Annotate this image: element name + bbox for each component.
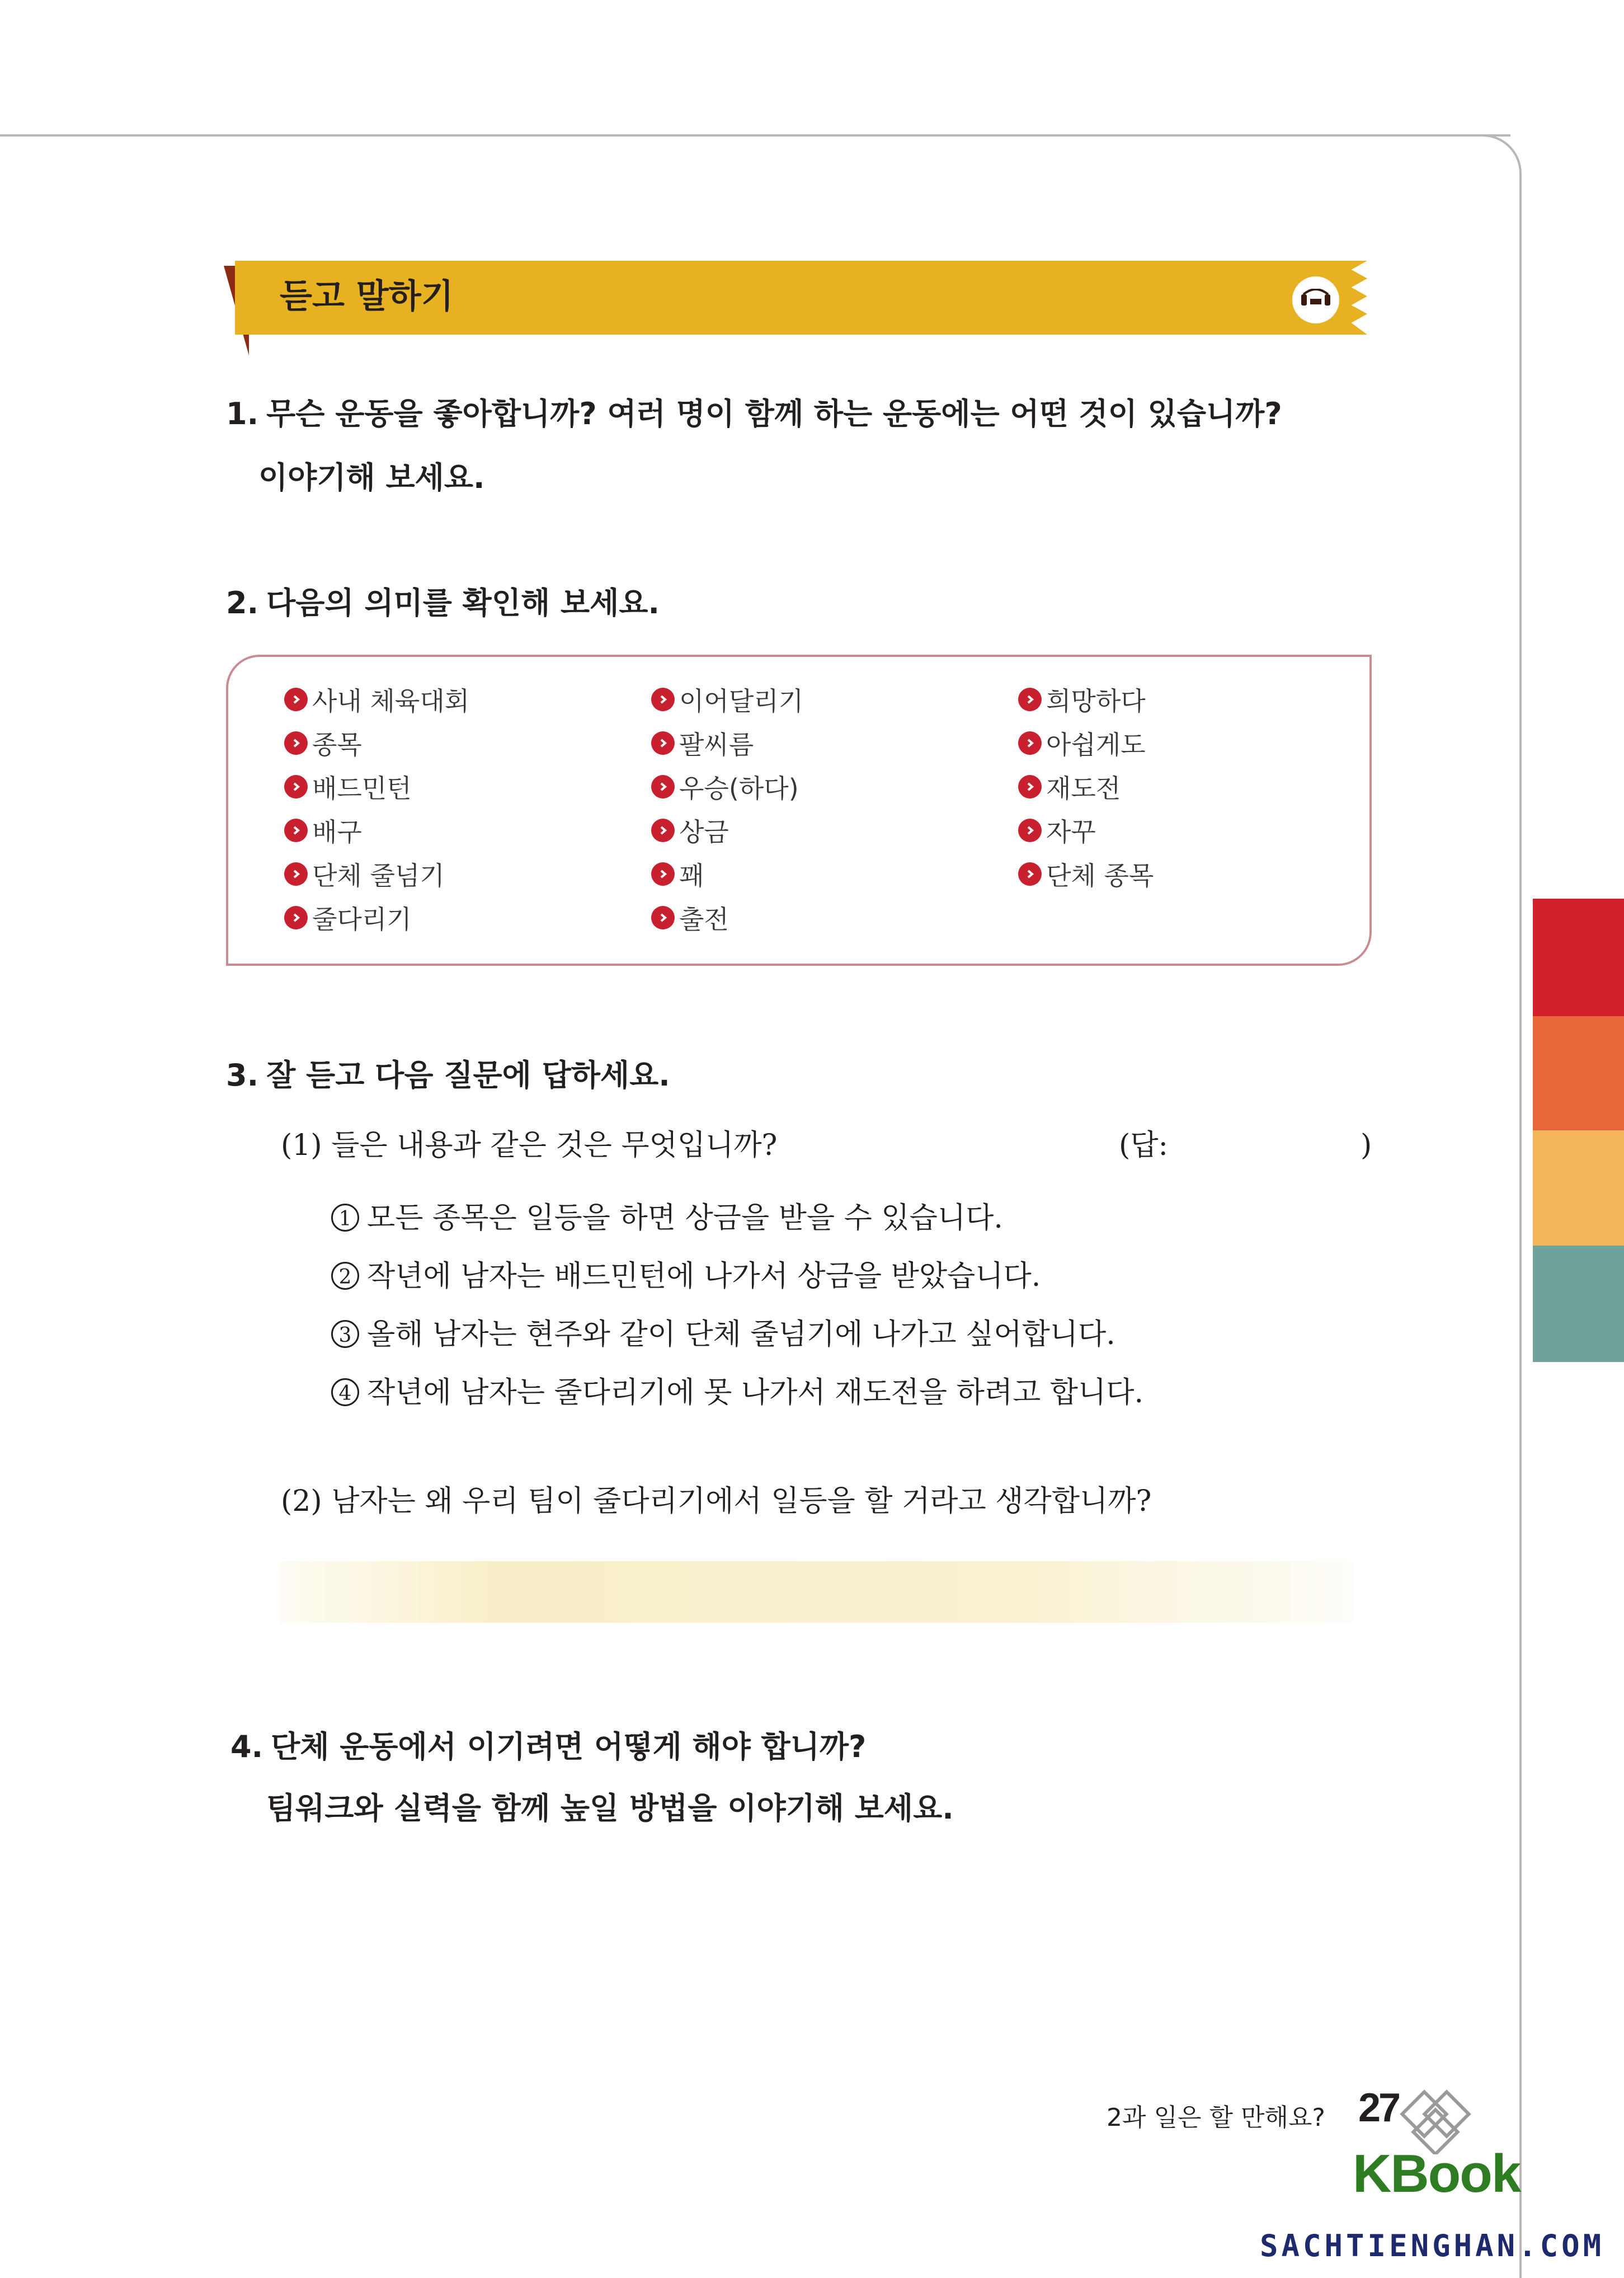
question-number: 1. bbox=[226, 396, 259, 431]
vocabulary-column-3 bbox=[1018, 686, 1154, 891]
question-number: 4. bbox=[230, 1729, 263, 1764]
sub-question-2: (2) 남자는 왜 우리 팀이 줄다리기에서 일등을 할 거라고 생각합니까? bbox=[281, 1485, 1152, 1518]
option-number-mark: 2 bbox=[331, 1262, 359, 1290]
vocabulary-column-1 bbox=[284, 686, 470, 934]
arrow-bullet-icon bbox=[651, 731, 675, 755]
option-number-mark: 4 bbox=[331, 1378, 359, 1406]
vocab-item: 단체 종목 bbox=[1018, 862, 1154, 886]
option-text: 모든 종목은 일등을 하면 상금을 받을 수 있습니다. bbox=[367, 1201, 1003, 1235]
option-text: 작년에 남자는 줄다리기에 못 나가서 재도전을 하려고 합니다. bbox=[367, 1376, 1144, 1410]
vocab-item: 종목 bbox=[284, 731, 469, 755]
faded-answer-area bbox=[280, 1561, 1354, 1623]
arrow-bullet-icon bbox=[284, 688, 308, 711]
answer-blank-close: ) bbox=[1361, 1129, 1372, 1162]
answer-option-2 bbox=[331, 1259, 1041, 1294]
page-frame-right bbox=[1519, 177, 1522, 2278]
vocab-item: 희망하다 bbox=[1018, 687, 1154, 712]
question-4-line2: 팀워크와 실력을 함께 높일 방법을 이야기해 보세요. bbox=[266, 1791, 954, 1826]
section-title: 듣고 말하기 bbox=[280, 277, 454, 316]
arrow-bullet-icon bbox=[284, 819, 308, 842]
vocab-item: 단체 줄넘기 bbox=[284, 862, 469, 886]
arrow-bullet-icon bbox=[1018, 862, 1042, 886]
arrow-bullet-icon bbox=[651, 688, 675, 711]
vocab-item: 줄다리기 bbox=[284, 905, 469, 930]
side-tab-teal bbox=[1533, 1246, 1624, 1362]
arrow-bullet-icon bbox=[651, 819, 675, 842]
sub-question-1: (1) 들은 내용과 같은 것은 무엇입니까? bbox=[281, 1129, 778, 1162]
vocab-item: 우승(하다) bbox=[651, 774, 803, 799]
chapter-footer: 2과 일은 할 만해요? bbox=[1107, 2103, 1325, 2132]
option-number-mark: 1 bbox=[331, 1204, 359, 1232]
answer-option-3 bbox=[331, 1317, 1115, 1352]
question-2 bbox=[226, 585, 660, 622]
arrow-bullet-icon bbox=[284, 906, 308, 929]
option-text: 올해 남자는 현주와 같이 단체 줄넘기에 나가고 싶어합니다. bbox=[367, 1318, 1115, 1351]
page-number: 27 bbox=[1358, 2086, 1399, 2130]
page-frame-corner bbox=[1477, 134, 1522, 179]
vocab-item: 사내 체육대회 bbox=[284, 687, 469, 712]
vocabulary-column-2 bbox=[651, 686, 804, 934]
question-number: 2. bbox=[226, 585, 259, 621]
vocab-item: 이어달리기 bbox=[651, 687, 803, 712]
question-1 bbox=[226, 396, 1282, 433]
vocab-item: 배구 bbox=[284, 818, 469, 843]
arrow-bullet-icon bbox=[651, 862, 675, 886]
vocab-item: 배드민턴 bbox=[284, 774, 469, 799]
option-number-mark: 3 bbox=[331, 1320, 359, 1348]
arrow-bullet-icon bbox=[284, 862, 308, 886]
question-4 bbox=[230, 1729, 866, 1765]
side-tab-orange bbox=[1533, 1016, 1624, 1130]
arrow-bullet-icon bbox=[651, 906, 675, 929]
vocab-item: 자꾸 bbox=[1018, 818, 1154, 843]
vocab-item: 팔씨름 bbox=[651, 731, 803, 755]
answer-option-1 bbox=[331, 1201, 1003, 1236]
option-text: 작년에 남자는 배드민턴에 나가서 상금을 받았습니다. bbox=[367, 1260, 1041, 1293]
arrow-bullet-icon bbox=[284, 731, 308, 755]
arrow-bullet-icon bbox=[651, 775, 675, 799]
vocab-item: 꽤 bbox=[651, 862, 803, 886]
arrow-bullet-icon bbox=[1018, 688, 1042, 711]
vocab-item: 출전 bbox=[651, 905, 803, 930]
side-tab-red bbox=[1533, 899, 1624, 1016]
question-1-line2: 이야기해 보세요. bbox=[258, 460, 485, 495]
page-frame-top bbox=[0, 134, 1510, 137]
watermark-site: SACHTIENGHAN.COM bbox=[1260, 2228, 1605, 2263]
arrow-bullet-icon bbox=[1018, 819, 1042, 842]
vocab-item: 재도전 bbox=[1018, 774, 1154, 799]
question-text: 단체 운동에서 이기려면 어떻게 해야 합니까? bbox=[271, 1729, 867, 1764]
question-text: 무슨 운동을 좋아합니까? 여러 명이 함께 하는 운동에는 어떤 것이 있습니까? bbox=[266, 396, 1282, 431]
arrow-bullet-icon bbox=[284, 775, 308, 799]
answer-blank-open: (답: bbox=[1119, 1129, 1169, 1162]
listening-audio-icon bbox=[1292, 276, 1339, 323]
arrow-bullet-icon bbox=[1018, 731, 1042, 755]
watermark-brand: KBook bbox=[1353, 2144, 1521, 2204]
question-3 bbox=[226, 1058, 670, 1094]
side-tab-yellow bbox=[1533, 1130, 1624, 1246]
question-number: 3. bbox=[226, 1058, 259, 1093]
answer-option-4 bbox=[331, 1375, 1143, 1410]
arrow-bullet-icon bbox=[1018, 775, 1042, 799]
vocab-item: 아쉽게도 bbox=[1018, 731, 1154, 755]
question-text: 잘 듣고 다음 질문에 답하세요. bbox=[266, 1058, 670, 1093]
question-text: 다음의 의미를 확인해 보세요. bbox=[266, 585, 660, 621]
vocab-item: 상금 bbox=[651, 818, 803, 843]
